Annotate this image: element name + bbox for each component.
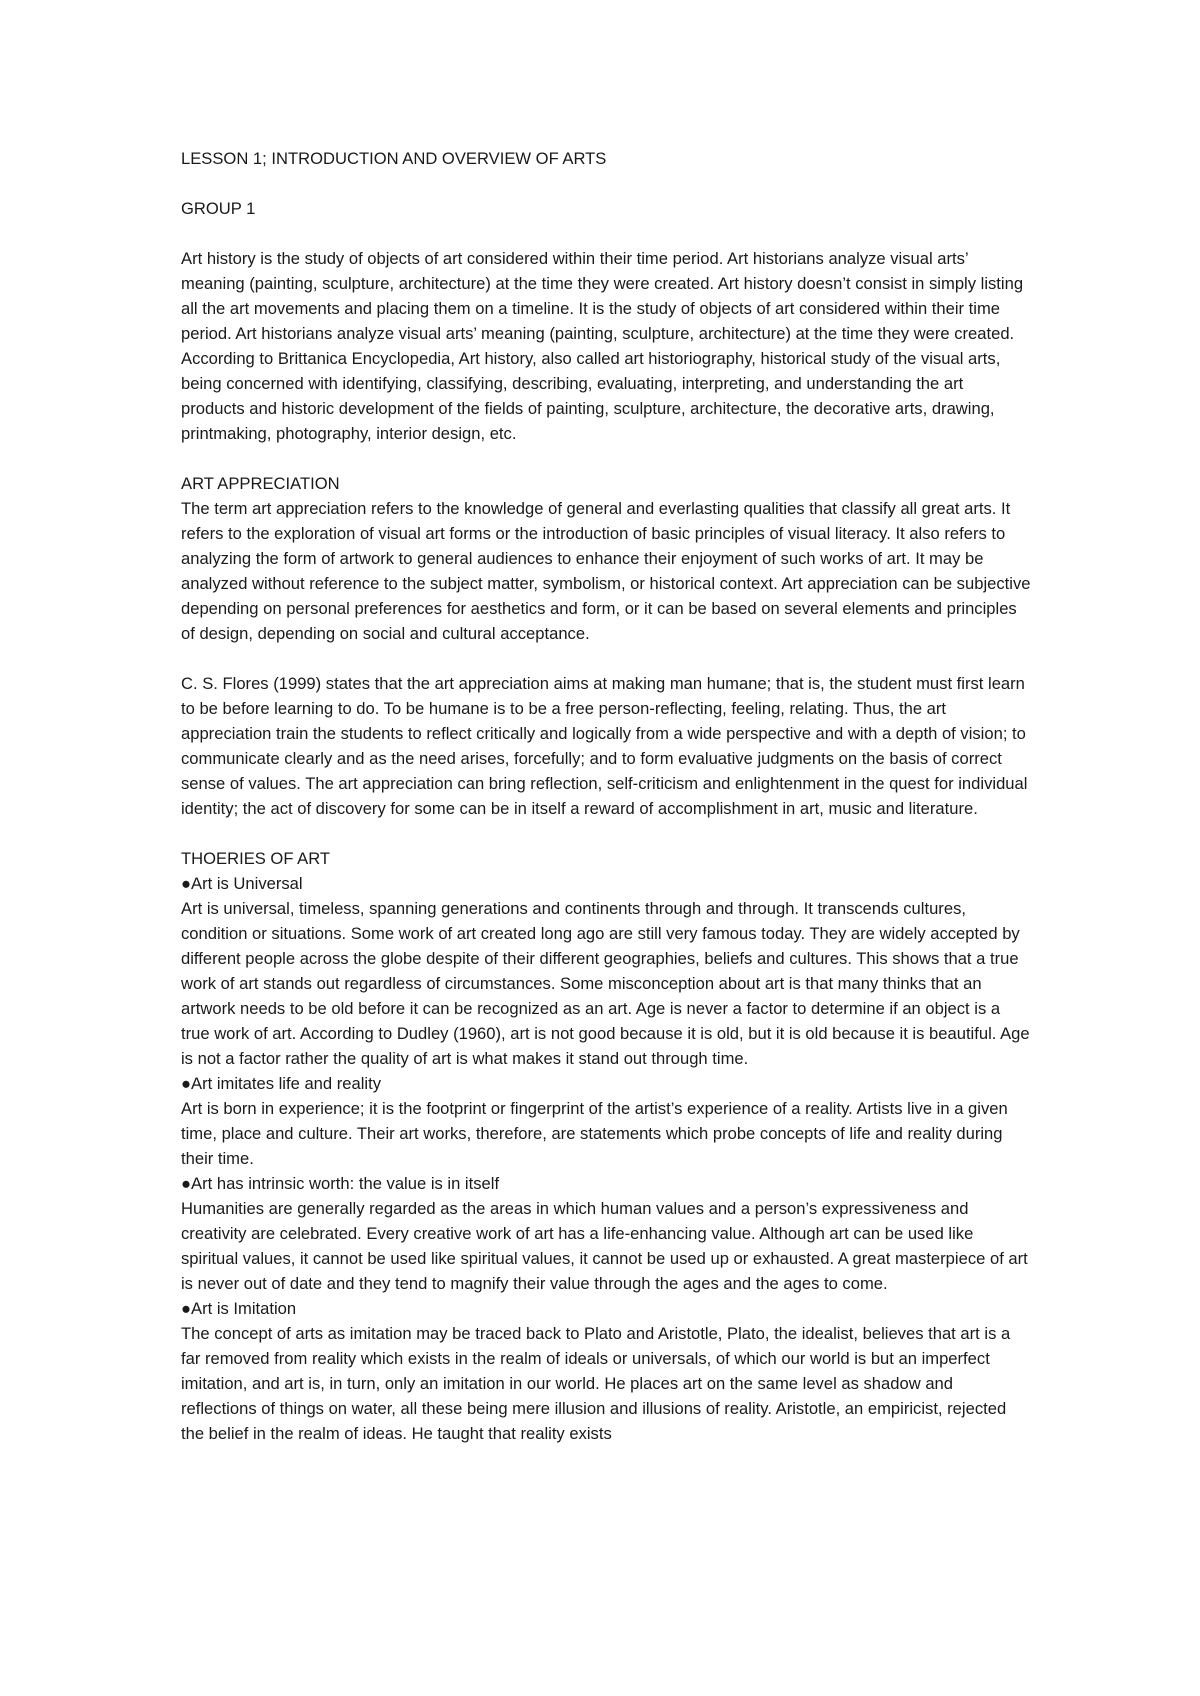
art-appreciation-paragraph-1: The term art appreciation refers to the knowledge of general and everlasting qualities that classify all great arts. It refers to the exploration of visual art forms or the introduction of basic principles of visual literacy. It also refers to analyzing the form of artwork to general audiences to enhance their enjoyment of such works of art. It may be analyzed without reference to the subject matter, symbolism, or historical context. Art appreciation can be subjective depending on personal preferences for aesthetics and form, or it can be based on several elements and principles of design, depending on social and cultural acceptance. [181, 499, 1031, 643]
art-history-paragraph-2: According to Brittanica Encyclopedia, Art history, also called art historiography, historical study of the visual arts, being concerned with identifying, classifying, describing, evaluating, interpreting, and understanding the art products and historic development of the fields of painting, sculpture, architecture, the decorative arts, drawing, printmaking, photography, interior design, etc. [181, 349, 1001, 443]
theories-heading: THOERIES OF ART [181, 849, 331, 868]
art-appreciation-heading: ART APPRECIATION [181, 474, 340, 493]
spacer [181, 221, 1031, 246]
art-history-paragraph-1: Art history is the study of objects of art considered within their time period. Art historians analyze visual arts’ meaning (painting, sculpture, architecture) at the time they were created. Art history doesn’t consist in simply listing all the art movements and placing them on a timeline. It is the study of objects of art considered within their time period. Art historians analyze visual arts’ meaning (painting, sculpture, architecture) at the time they were created. [181, 249, 1024, 343]
spacer [181, 821, 1031, 846]
theory-title: ●Art is Universal [181, 874, 303, 893]
theory-body: The concept of arts as imitation may be traced back to Plato and Aristotle, Plato, the idealist, believes that art is a far removed from reality which exists in the realm of ideals or universals, of which our world is but an imperfect imitation, and art is, in turn, only an imitation in our world. He places art on the same level as shadow and reflections of things on water, all these being mere illusion and illusions of reality. Aristotle, an empiricist, rejected the belief in the realm of ideas. He taught that reality exists [181, 1324, 1011, 1443]
theory-body: Humanities are generally regarded as the areas in which human values and a person’s expressiveness and creativity are celebrated. Every creative work of art has a life-enhancing value. Although art can be used like spiritual values, it cannot be used like spiritual values, it cannot be used up or exhausted. A great masterpiece of art is never out of date and they tend to magnify their value through the ages and the ages to come. [181, 1199, 1028, 1293]
spacer [181, 171, 1031, 196]
group-label: GROUP 1 [181, 199, 256, 218]
theory-title: ●Art is Imitation [181, 1299, 297, 1318]
document-body [181, 146, 1031, 1446]
lesson-title: LESSON 1; INTRODUCTION AND OVERVIEW OF ARTS [181, 149, 607, 168]
theory-title: ●Art imitates life and reality [181, 1074, 382, 1093]
art-appreciation-paragraph-2: C. S. Flores (1999) states that the art appreciation aims at making man humane; that is, the student must first learn to be before learning to do. To be humane is to be a free person-reflecting, feeling, relating. Thus, the art appreciation train the students to reflect critically and logically from a wide perspective and with a depth of vision; to communicate clearly and as the need arises, forcefully; and to form evaluative judgments on the basis of correct sense of values. The art appreciation can bring reflection, self-criticism and enlightenment in the quest for individual identity; the act of discovery for some can be in itself a reward of accomplishment in art, music and literature. [181, 674, 1028, 818]
theory-body: Art is universal, timeless, spanning generations and continents through and through. It transcends cultures, condition or situations. Some work of art created long ago are still very famous today. They are widely accepted by different people across the globe despite of their different geographies, beliefs and cultures. This shows that a true work of art stands out regardless of circumstances. Some misconception about art is that many thinks that an artwork needs to be old before it can be recognized as an art. Age is never a factor to determine if an object is a true work of art. According to Dudley (1960), art is not good because it is old, but it is old because it is beautiful. Age is not a factor rather the quality of art is what makes it stand out through time. [181, 899, 1030, 1068]
theory-body: Art is born in experience; it is the footprint or fingerprint of the artist’s experience of a reality. Artists live in a given time, place and culture. Their art works, therefore, are statements which probe concepts of life and reality during their time. [181, 1099, 1008, 1168]
spacer [181, 646, 1031, 671]
spacer [181, 446, 1031, 471]
theory-title: ●Art has intrinsic worth: the value is in itself [181, 1174, 500, 1193]
